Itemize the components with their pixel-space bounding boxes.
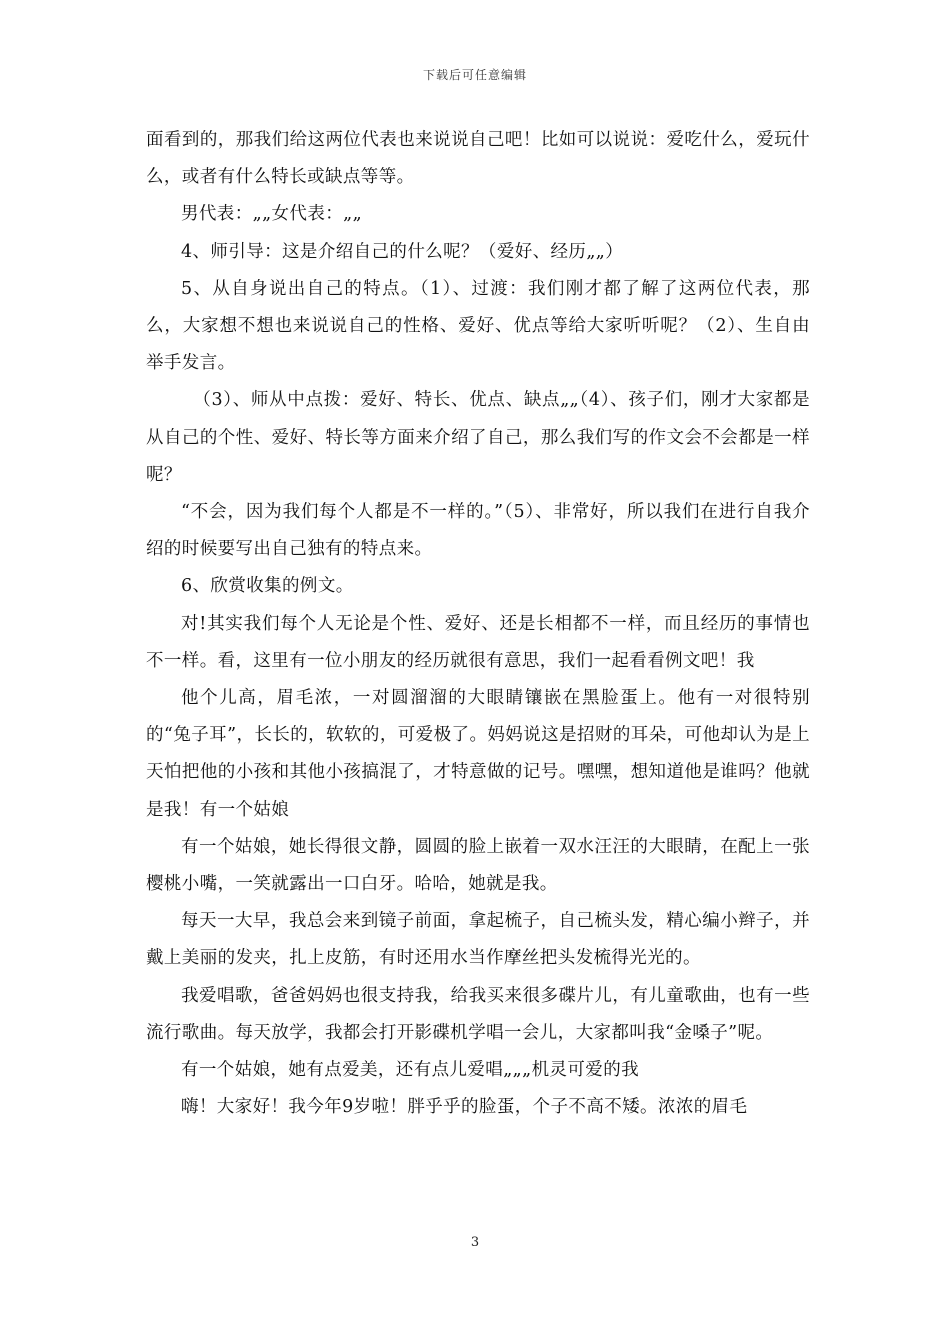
paragraph: 嗨！大家好！我今年9岁啦！胖乎乎的脸蛋，个子不高不矮。浓浓的眉毛 — [181, 1097, 748, 1118]
page-header: 下载后可任意编辑 — [422, 68, 527, 82]
paragraph: “不会，因为我们每个人都是不一样的。”（5）、非常好，所以我们在进行自我介绍的时候要写出自己独有的特点来。 — [146, 502, 810, 560]
paragraph: 每天一大早，我总会来到镜子前面，拿起梳子，自己梳头发，精心编小辫子，并戴上美丽的发夹，扎上皮筋，有时还用水当作摩丝把头发梳得光光的。 — [146, 911, 810, 969]
body-text — [146, 122, 810, 1126]
paragraph: 有一个姑娘，她长得很文静，圆圆的脸上嵌着一双水汪汪的大眼睛，在配上一张樱桃小嘴，一笑就露出一口白牙。哈哈，她就是我。 — [146, 836, 810, 895]
paragraph: （3）、师从中点拨：爱好、特长、优点、缺点„„（4）、孩子们，刚才大家都是从自己的个性、爱好、特长等方面来介绍了自己，那么我们写的作文会不会都是一样呢？ — [146, 390, 810, 485]
paragraph: 对!其实我们每个人无论是个性、爱好、还是长相都不一样，而且经历的事情也不一样。看，这里有一位小朋友的经历就很有意思，我们一起看看例文吧！我 — [146, 613, 810, 671]
page-number: 3 — [470, 1235, 480, 1250]
paragraph: 有一个姑娘，她有点爱美，还有点儿爱唱„„„机灵可爱的我 — [181, 1060, 639, 1081]
paragraph: 面看到的，那我们给这两位代表也来说说自己吧！比如可以说说：爱吃什么，爱玩什么，或者有什么特长或缺点等等。 — [146, 130, 810, 188]
paragraph: 4、师引导：这是介绍自己的什么呢？（爱好、经历„„） — [181, 241, 624, 262]
paragraph: 我爱唱歌，爸爸妈妈也很支持我，给我买来很多碟片儿，有儿童歌曲，也有一些流行歌曲。每天放学，我都会打开影碟机学唱一会儿，大家都叫我“金嗓子”呢。 — [146, 985, 810, 1043]
paragraph: 6、欣赏收集的例文。 — [181, 576, 354, 597]
paragraph: 男代表：„„女代表：„„ — [181, 204, 363, 225]
paragraph: 5、从自身说出自己的特点。（1）、过渡：我们刚才都了解了这两位代表，那么，大家想不想也来说说自己的性格、爱好、优点等给大家听听呢？（2）、生自由举手发言。 — [146, 278, 810, 374]
paragraph: 他个儿高，眉毛浓，一对圆溜溜的大眼睛镶嵌在黑脸蛋上。他有一对很特别的“兔子耳”，长长的，软软的，可爱极了。妈妈说这是招财的耳朵，可他却认为是上天怕把他的小孩和其他小孩搞混了，才特意做的记号。嘿嘿，想知道他是谁吗？他就是我！有一个姑娘 — [146, 688, 810, 820]
